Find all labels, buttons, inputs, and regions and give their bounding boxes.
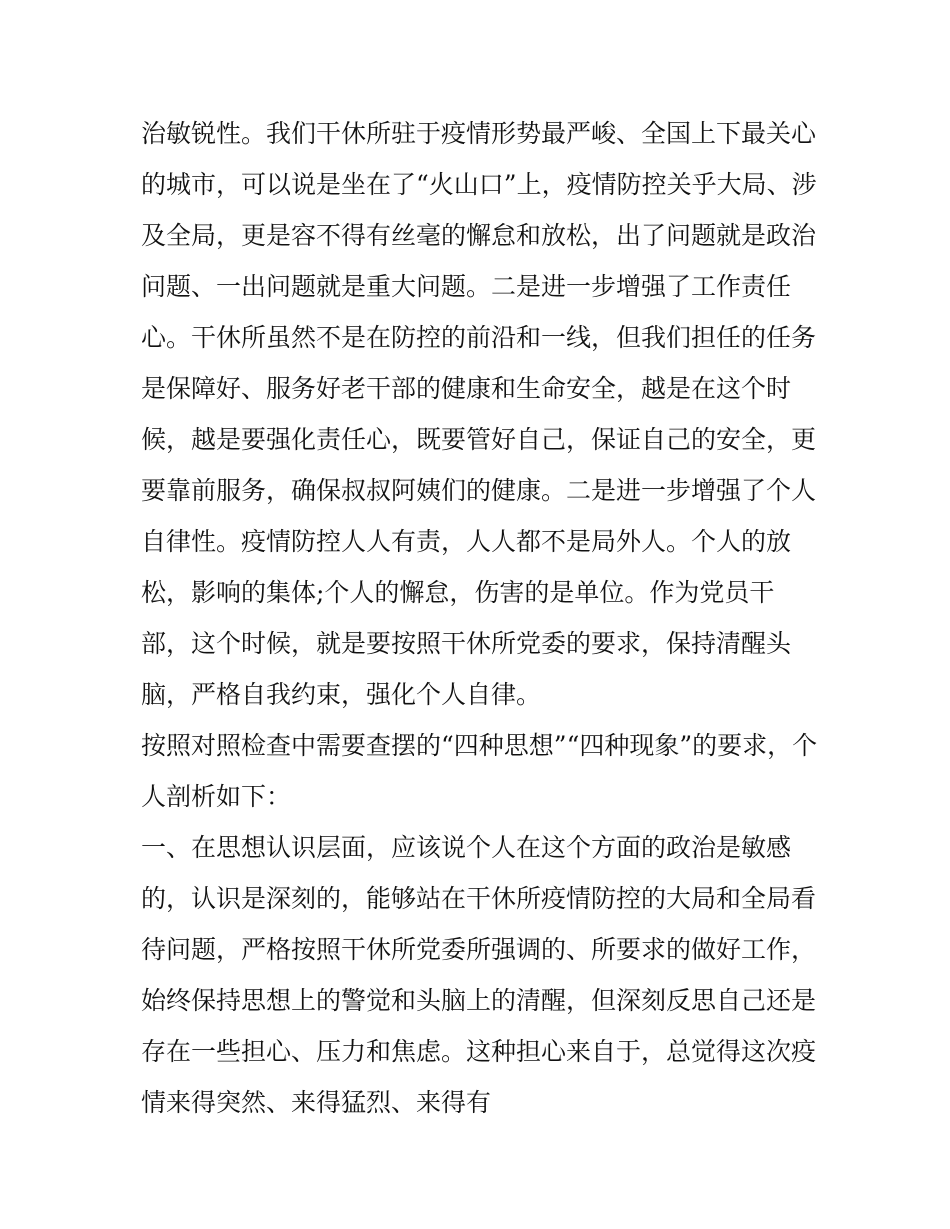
text-line: 的，认识是深刻的，能够站在干休所疫情防控的大局和全局看 — [141, 884, 817, 913]
text-line: 存在一些担心、压力和焦虑。这种担心来自于，总觉得这次疫 — [141, 1037, 817, 1066]
text-line: 候，越是要强化责任心，既要管好自己，保证自己的安全，更 — [141, 425, 817, 454]
text-line: 部，这个时候，就是要按照干休所党委的要求，保持清醒头 — [141, 629, 792, 658]
text-line: 的城市，可以说是坐在了“火山口”上，疫情防控关乎大局、涉 — [141, 170, 817, 199]
body-text — [141, 108, 821, 1128]
text-line: 心。干休所虽然不是在防控的前沿和一线，但我们担任的任务 — [141, 323, 817, 352]
text-line: 问题、一出问题就是重大问题。二是进一步增强了工作责任 — [141, 272, 792, 301]
text-line: 情来得突然、来得猛烈、来得有 — [141, 1088, 492, 1117]
text-line: 治敏锐性。我们干休所驻于疫情形势最严峻、全国上下最关心 — [141, 119, 817, 148]
text-line: 按照对照检查中需要查摆的“四种思想”“四种现象”的要求，个 — [141, 731, 818, 760]
text-line: 要靠前服务，确保叔叔阿姨们的健康。二是进一步增强了个人 — [141, 476, 817, 505]
text-line: 脑，严格自我约束，强化个人自律。 — [141, 680, 542, 709]
text-line: 自律性。疫情防控人人有责，人人都不是局外人。个人的放 — [141, 527, 792, 556]
text-line: 始终保持思想上的警觉和头脑上的清醒，但深刻反思自己还是 — [141, 986, 817, 1015]
text-line: 及全局，更是容不得有丝毫的懈怠和放松，出了问题就是政治 — [141, 221, 817, 250]
text-line: 是保障好、服务好老干部的健康和生命安全，越是在这个时 — [141, 374, 792, 403]
text-line: 人剖析如下： — [141, 782, 292, 811]
text-line: 待问题，严格按照干休所党委所强调的、所要求的做好工作， — [141, 935, 817, 964]
text-line: 松，影响的集体;个人的懈怠，伤害的是单位。作为党员干 — [141, 578, 775, 607]
text-line: 一、在思想认识层面，应该说个人在这个方面的政治是敏感 — [141, 833, 792, 862]
